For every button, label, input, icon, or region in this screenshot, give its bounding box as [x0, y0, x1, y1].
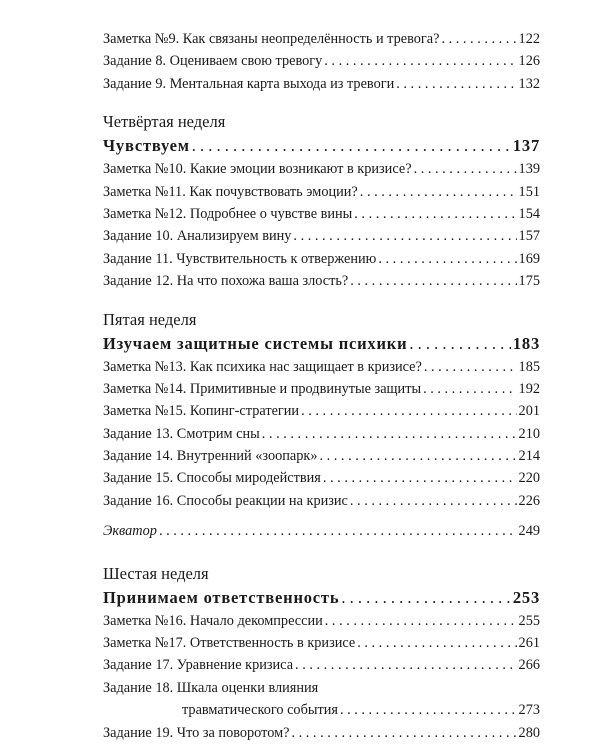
week-label: Пятая неделя [103, 309, 197, 329]
dot-leader [350, 490, 517, 512]
toc-entry[interactable] [103, 400, 540, 422]
toc-entry-page: 192 [518, 380, 540, 397]
toc-entry[interactable] [103, 632, 540, 654]
toc-entry-page: 249 [518, 523, 540, 540]
toc-entry-title: Задание 10. Анализируем вину [103, 228, 292, 245]
toc-entry-page: 280 [518, 724, 540, 741]
dot-leader [414, 158, 517, 180]
dot-leader [354, 203, 516, 225]
toc-entry[interactable] [103, 677, 540, 722]
dot-leader [301, 400, 516, 422]
toc-entry-title: Задание 19. Что за поворотом? [103, 724, 290, 741]
toc-entry-title: Задание 12. На что похожа ваша злость? [103, 273, 349, 290]
toc-entry-page: 214 [518, 448, 540, 465]
toc-entry-title: Задание 15. Способы миродействия [103, 470, 321, 487]
toc-entry-title: Заметка №15. Копинг-стратегии [103, 403, 300, 420]
dot-leader [360, 181, 517, 203]
toc-entry-page: 266 [518, 657, 540, 674]
dot-leader [291, 722, 516, 744]
toc-entry[interactable] [103, 28, 540, 50]
dot-leader [262, 423, 517, 445]
toc-entry[interactable] [103, 225, 540, 247]
toc-entry-title-line1: Задание 18. Шкала оценки влияния [103, 679, 319, 696]
toc-entry-title: Задание 13. Смотрим сны [103, 425, 260, 442]
dot-leader [192, 133, 511, 158]
toc-entry-title: Заметка №14. Примитивные и продвинутые защиты [103, 380, 422, 397]
dot-leader [378, 248, 516, 270]
dot-leader [424, 356, 517, 378]
toc-entry-page: 139 [518, 161, 540, 178]
toc-entry[interactable] [103, 445, 540, 467]
toc-entry-title-line2: травматического события [182, 702, 338, 719]
week-label: Шестая неделя [103, 563, 209, 583]
toc-entry-page: 185 [518, 358, 540, 375]
dot-leader [396, 73, 516, 95]
dot-leader [357, 632, 516, 654]
dot-leader [409, 331, 510, 356]
toc-entry[interactable] [103, 73, 540, 95]
toc-entry-page: 220 [518, 470, 540, 487]
toc-entry-page: 151 [518, 183, 540, 200]
toc-entry-title: Заметка №12. Подробнее о чувстве вины [103, 205, 353, 222]
toc-entry-page: 122 [518, 31, 540, 47]
toc-entry[interactable] [103, 203, 540, 225]
toc-entry[interactable] [103, 158, 540, 180]
toc-entry[interactable] [103, 356, 540, 378]
toc-entry-title: Заметка №10. Какие эмоции возникают в кризисе? [103, 161, 412, 178]
chapter-heading-title: Изучаем защитные системы психики [103, 333, 408, 353]
toc-entry-continuation [103, 699, 540, 721]
toc-entry-title: Задание 17. Уравнение кризиса [103, 657, 294, 674]
toc-entry[interactable] [103, 378, 540, 400]
dot-leader [293, 225, 516, 247]
toc-entry[interactable] [103, 722, 540, 744]
toc-entry-title: Задание 9. Ментальная карта выхода из тревоги [103, 75, 395, 92]
toc-entry-page: 255 [518, 612, 540, 629]
toc-entry-page: 273 [518, 702, 540, 719]
toc-entry[interactable] [103, 248, 540, 270]
week-label: Четвёртая неделя [103, 112, 226, 132]
dot-leader [441, 28, 516, 50]
toc-entry-page: 154 [518, 205, 540, 222]
chapter-heading-page: 137 [512, 136, 540, 156]
toc-entry[interactable] [103, 467, 540, 489]
chapter-heading[interactable] [103, 331, 540, 356]
dot-leader [350, 270, 516, 292]
dot-leader [340, 699, 517, 721]
dot-leader [423, 378, 516, 400]
dot-leader [319, 445, 516, 467]
toc-entry-page: 157 [518, 228, 540, 245]
chapter-heading-page: 253 [512, 587, 540, 607]
toc-entry-page: 210 [518, 425, 540, 442]
chapter-heading-title: Принимаем ответственность [103, 587, 340, 607]
dot-leader [159, 520, 517, 542]
chapter-heading[interactable] [103, 585, 540, 610]
toc-entry-page: 126 [518, 53, 540, 70]
toc-entry-page: 169 [518, 250, 540, 267]
dot-leader [325, 610, 517, 632]
toc-entry[interactable] [103, 181, 540, 203]
toc-entry-page: 175 [518, 273, 540, 290]
toc-entry-title: Задание 11. Чувствительность к отвержению [103, 250, 377, 267]
chapter-heading-page: 183 [512, 333, 540, 353]
toc-entry-title: Задание 16. Способы реакции на кризис [103, 492, 348, 509]
toc-entry[interactable] [103, 50, 540, 72]
toc-entry-title: Заметка №17. Ответственность в кризисе [103, 635, 356, 652]
toc-entry-page: 226 [518, 492, 540, 509]
toc-entry-title: Задание 8. Оцениваем свою тревогу [103, 53, 323, 70]
toc-entry-title: Заметка №9. Как связаны неопределённость и тревога? [103, 31, 440, 47]
dot-leader [323, 467, 517, 489]
table-of-contents [103, 28, 540, 744]
section-gap [103, 512, 540, 520]
chapter-heading[interactable] [103, 133, 540, 158]
dot-leader [295, 654, 517, 676]
toc-entry-equator[interactable] [103, 520, 540, 542]
toc-entry-title: Экватор [103, 523, 157, 540]
toc-entry-title: Заметка №16. Начало декомпрессии [103, 612, 323, 629]
toc-entry-title: Заметка №13. Как психика нас защищает в кризисе? [103, 358, 422, 375]
toc-entry-title: Задание 14. Внутренний «зоопарк» [103, 448, 318, 465]
toc-entry[interactable] [103, 654, 540, 676]
toc-entry-title: Заметка №11. Как почувствовать эмоции? [103, 183, 358, 200]
dot-leader [341, 585, 510, 610]
toc-entry-page: 201 [518, 403, 540, 420]
toc-entry[interactable] [103, 490, 540, 512]
toc-entry[interactable] [103, 270, 540, 292]
toc-entry[interactable] [103, 423, 540, 445]
dot-leader [324, 50, 516, 72]
toc-entry-page: 132 [518, 75, 540, 92]
chapter-heading-title: Чувствуем [103, 136, 190, 156]
toc-entry[interactable] [103, 610, 540, 632]
toc-entry-page: 261 [518, 635, 540, 652]
